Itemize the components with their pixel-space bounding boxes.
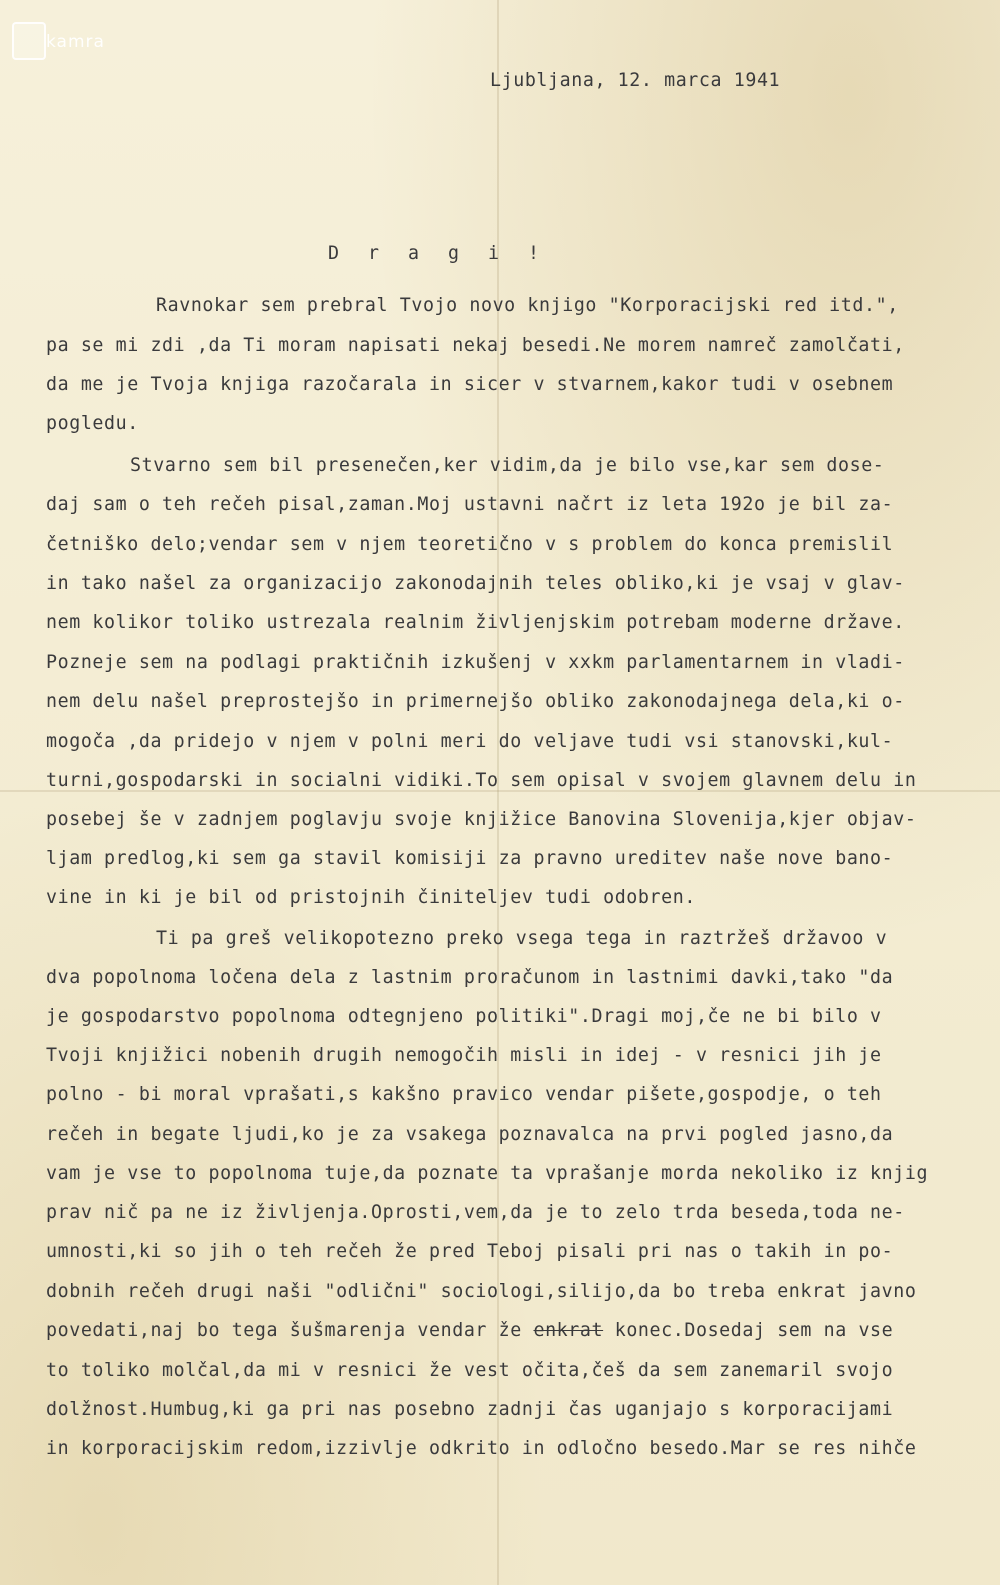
text-line: dolžnost.Humbug,ki ga pri nas posebno zadnji čas uganjajo s korporacijami bbox=[46, 1399, 894, 1420]
kamra-logo-icon bbox=[12, 22, 122, 62]
struck-word: enkrat bbox=[533, 1320, 604, 1341]
text-line: dva popolnoma ločena dela z lastnim proračunom in lastnimi davki,tako "da bbox=[46, 967, 894, 988]
text-line: rečeh in begate ljudi,ko je za vsakega poznavalca na prvi pogled jasno,da bbox=[46, 1124, 894, 1145]
text-line: da me je Tvoja knjiga razočarala in sicer v stvarnem,kakor tudi v osebnem bbox=[46, 374, 894, 395]
text-line: in korporacijskim redom,izzivlje odkrito in odločno besedo.Mar se res nihče bbox=[46, 1438, 917, 1459]
text-line: umnosti,ki so jih o teh rečeh že pred Teboj pisali pri nas o takih in po- bbox=[46, 1241, 894, 1262]
text-line: polno - bi moral vprašati,s kakšno pravico vendar pišete,gospodje, o teh bbox=[46, 1084, 882, 1105]
text-line: nem kolikor toliko ustrezala realnim življenjskim potrebam moderne države. bbox=[46, 612, 905, 633]
paper-fold-vertical bbox=[497, 0, 499, 1585]
text-line: nem delu našel preprostejšo in primernejšo obliko zakonodajnega dela,ki o- bbox=[46, 691, 905, 712]
text-line: mogoča ,da pridejo v njem v polni meri do veljave tudi vsi stanovski,kul- bbox=[46, 731, 894, 752]
text-line: daj sam o teh rečeh pisal,zaman.Moj ustavni načrt iz leta 192o je bil za- bbox=[46, 494, 894, 515]
text-line: ljam predlog,ki sem ga stavil komisiji za pravno ureditev naše nove bano- bbox=[46, 848, 894, 869]
text-line: Stvarno sem bil presenečen,ker vidim,da je bilo vse,kar sem dose- bbox=[130, 455, 885, 476]
text-line: Pozneje sem na podlagi praktičnih izkušenj v xxkm parlamentarnem in vladi- bbox=[46, 652, 905, 673]
text-line: četniško delo;vendar sem v njem teoretično v s problem do konca premislil bbox=[46, 534, 894, 555]
text-line: pa se mi zdi ,da Ti moram napisati nekaj besedi.Ne morem namreč zamolčati, bbox=[46, 335, 905, 356]
text-line: in tako našel za organizacijo zakonodajnih teles obliko,ki je vsaj v glav- bbox=[46, 573, 905, 594]
logo-mark bbox=[12, 22, 46, 60]
text-line: prav nič pa ne iz življenja.Oprosti,vem,da je to zelo trda beseda,toda ne- bbox=[46, 1202, 905, 1223]
text-line: Ti pa greš velikopotezno preko vsega tega in raztržeš državoo v bbox=[156, 928, 888, 949]
text-line: turni,gospodarski in socialni vidiki.To sem opisal v svojem glavnem delu in bbox=[46, 770, 917, 791]
text-segment: konec.Dosedaj sem na vse bbox=[603, 1320, 894, 1341]
logo-text: kamra bbox=[46, 32, 105, 52]
text-line: dobnih rečeh drugi naši "odlični" sociologi,silijo,da bo treba enkrat javno bbox=[46, 1281, 917, 1302]
text-line: pogledu. bbox=[46, 413, 139, 434]
text-line-with-strikeout bbox=[46, 1320, 893, 1341]
salutation: D r a g i ! bbox=[328, 243, 549, 264]
text-line: Ravnokar sem prebral Tvojo novo knjigo "Korporacijski red itd.", bbox=[156, 295, 899, 316]
text-line: vine in ki je bil od pristojnih činiteljev tudi odobren. bbox=[46, 887, 696, 908]
text-line: posebej še v zadnjem poglavju svoje knjižice Banovina Slovenija,kjer objav- bbox=[46, 809, 917, 830]
text-line: to toliko molčal,da mi v resnici že vest očita,češ da sem zanemaril svojo bbox=[46, 1360, 894, 1381]
text-line: je gospodarstvo popolnoma odtegnjeno politiki".Dragi moj,če ne bi bilo v bbox=[46, 1006, 882, 1027]
dateline: Ljubljana, 12. marca 1941 bbox=[490, 70, 781, 91]
text-line: vam je vse to popolnoma tuje,da poznate ta vprašanje morda nekoliko iz knjig bbox=[46, 1163, 929, 1184]
text-segment: povedati,naj bo tega šušmarenja vendar že bbox=[46, 1320, 534, 1341]
text-line: Tvoji knjižici nobenih drugih nemogočih misli in idej - v resnici jih je bbox=[46, 1045, 882, 1066]
